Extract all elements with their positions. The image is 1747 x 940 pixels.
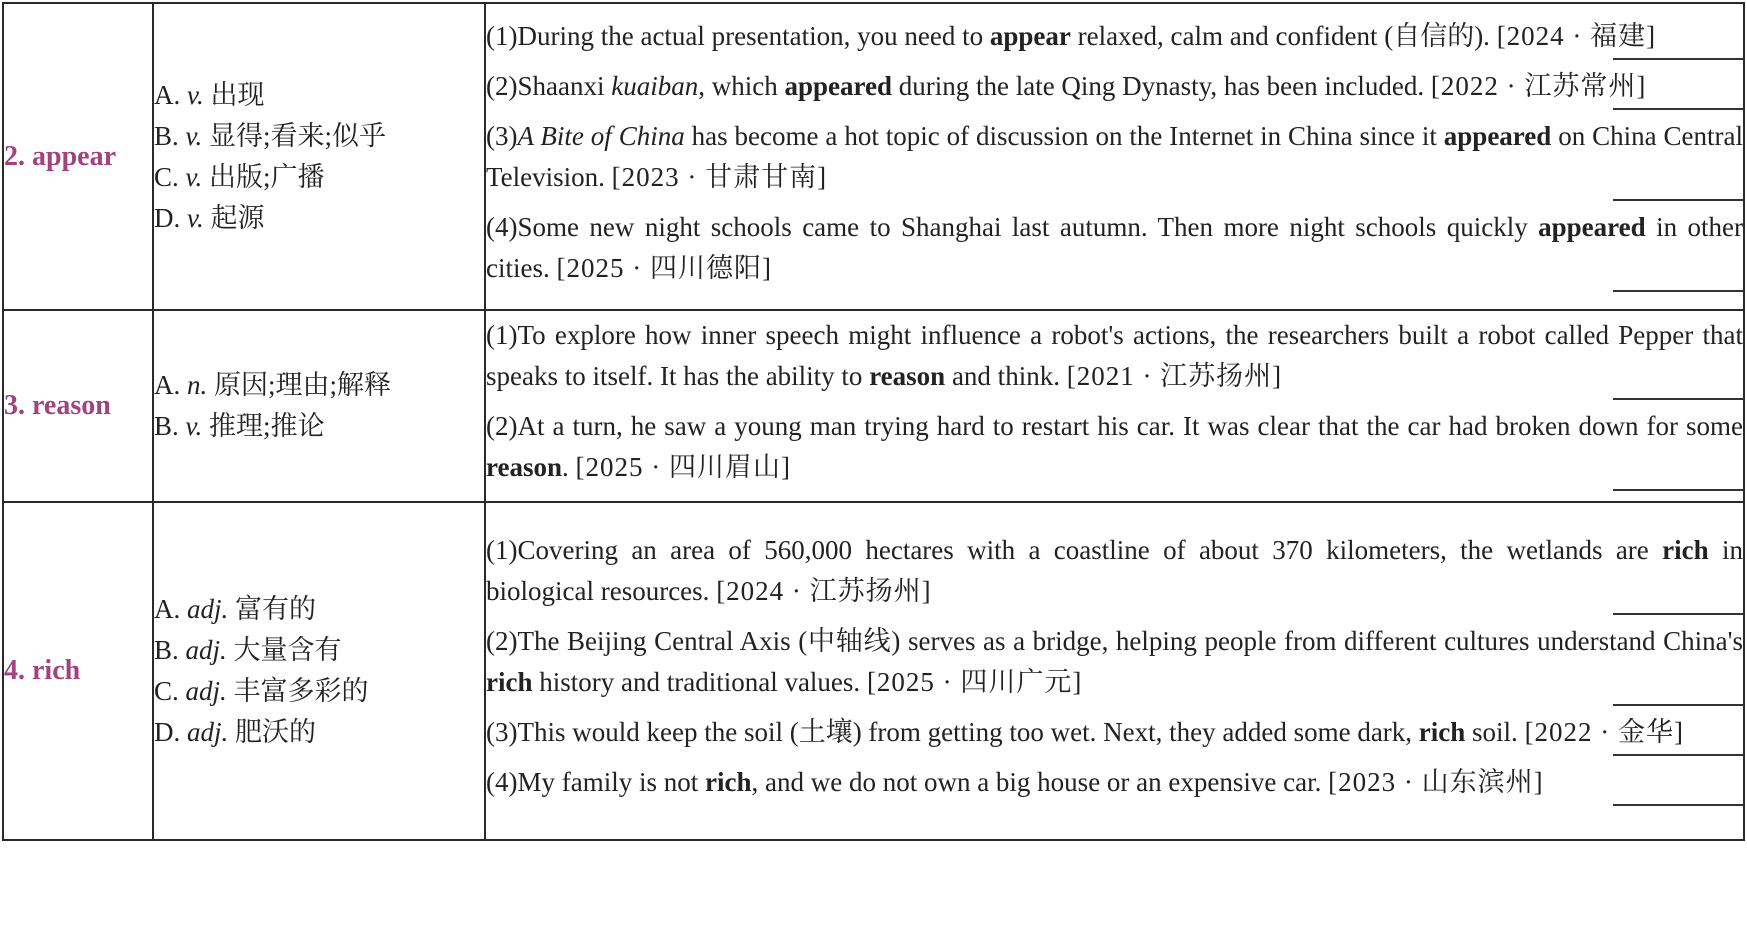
example-number: (2) (486, 70, 518, 101)
definition-item (154, 75, 484, 116)
vocabulary-table (2, 2, 1745, 841)
part-of-speech: adj. (187, 594, 229, 624)
example-number: (1) (486, 20, 518, 51)
keyword: rich (704, 767, 752, 797)
source-tag: [2022 · 江苏常州] (1430, 70, 1647, 101)
answer-blank[interactable] (1613, 754, 1743, 756)
example-list (485, 502, 1744, 840)
part-of-speech: adj. (187, 717, 229, 747)
definition-list (153, 502, 485, 840)
keyword: reason (486, 452, 563, 482)
keyword: appear (989, 20, 1071, 51)
keyword: appeared (1538, 211, 1646, 242)
answer-blank[interactable] (1613, 290, 1743, 292)
answer-blank[interactable] (1613, 199, 1743, 201)
answer-blank[interactable] (1613, 398, 1743, 400)
answer-blank[interactable] (1613, 489, 1743, 491)
example-sentence (486, 207, 1743, 298)
definition-item (154, 671, 484, 712)
definition-list (153, 310, 485, 502)
italic-term: A Bite of China (517, 120, 685, 151)
definition-item (154, 116, 484, 157)
definition-item (154, 365, 484, 406)
def-meaning: 推理;推论 (209, 411, 325, 441)
source-tag: [2023 · 甘肃甘南] (611, 161, 828, 192)
answer-blank[interactable] (1613, 108, 1743, 110)
text: and think. (945, 361, 1067, 391)
def-meaning: 大量含有 (233, 635, 342, 665)
part-of-speech: v. (185, 120, 203, 151)
text: This would keep the soil (土壤) from getting too wet. Next, they added some dark, (517, 717, 1419, 747)
text: history and traditional values. (532, 667, 867, 697)
example-sentence (486, 406, 1743, 497)
example-sentence (486, 16, 1743, 66)
text: in other cities. (486, 211, 1743, 283)
text: during the late Qing Dynasty, has been included. (891, 70, 1431, 101)
def-meaning: 丰富多彩的 (233, 676, 369, 706)
part-of-speech: n. (187, 370, 208, 400)
example-sentence (486, 315, 1743, 406)
text: At a turn, he saw a young man trying hard to restart his car. It was clear that the car had broken down for some (517, 411, 1743, 441)
def-meaning: 原因;理由;解释 (214, 370, 392, 400)
def-meaning: 显得;看来;似乎 (209, 120, 387, 151)
def-letter: A. (154, 79, 181, 110)
example-sentence (486, 530, 1743, 621)
keyword: appeared (784, 70, 892, 101)
source-tag: [2025 · 四川德阳] (556, 252, 772, 283)
example-number: (3) (486, 717, 518, 747)
source-tag: [2021 · 江苏扬州] (1066, 361, 1283, 391)
text: has become a hot topic of discussion on the Internet in China since it (684, 120, 1444, 151)
example-number: (2) (486, 626, 518, 656)
answer-blank[interactable] (1613, 613, 1743, 615)
text: . (562, 452, 576, 482)
definition-item (154, 406, 484, 447)
def-letter: A. (154, 594, 181, 624)
source-tag: [2023 · 山东滨州] (1328, 767, 1544, 797)
def-letter: B. (154, 411, 179, 441)
text: Shaanxi (517, 70, 612, 101)
text: Some new night schools came to Shanghai last autumn. Then more night schools quickly (517, 211, 1539, 242)
def-letter: B. (154, 635, 179, 665)
keyword: reason (869, 361, 946, 391)
answer-blank[interactable] (1613, 58, 1743, 60)
entry-word: 2. appear (3, 3, 153, 310)
def-letter: C. (154, 676, 179, 706)
example-sentence (486, 621, 1743, 712)
example-sentence (486, 712, 1743, 762)
definition-item (154, 198, 484, 239)
text: in biological resources. (486, 535, 1743, 606)
def-meaning: 肥沃的 (235, 717, 317, 747)
source-tag: [2022 · 金华] (1524, 717, 1685, 747)
def-meaning: 富有的 (235, 594, 317, 624)
text: To explore how inner speech might influence a robot's actions, the researchers built a robot called Pepper that speaks to itself. It has the ability to (486, 320, 1743, 391)
part-of-speech: v. (187, 79, 204, 110)
answer-blank[interactable] (1613, 804, 1743, 806)
text: relaxed, calm and confident (自信的). (1070, 20, 1497, 51)
keyword: appeared (1443, 120, 1552, 151)
source-tag: [2024 · 福建] (1496, 20, 1657, 51)
entry-word: 3. reason (3, 310, 153, 502)
example-list (485, 3, 1744, 310)
example-number: (4) (486, 211, 518, 242)
keyword: rich (486, 667, 533, 697)
text: My family is not (517, 767, 705, 797)
def-meaning: 出现 (210, 79, 265, 110)
example-number: (4) (486, 767, 518, 797)
entry-row (3, 502, 1744, 840)
keyword: rich (1418, 717, 1466, 747)
def-letter: C. (154, 161, 179, 192)
entry-word: 4. rich (3, 502, 153, 840)
example-sentence (486, 762, 1743, 812)
example-sentence (486, 116, 1743, 207)
part-of-speech: v. (187, 202, 204, 233)
definition-item (154, 589, 484, 630)
answer-blank[interactable] (1613, 704, 1743, 706)
entry-row (3, 3, 1744, 310)
text: The Beijing Central Axis (中轴线) serves as a bridge, helping people from different cultures understand China's (517, 626, 1743, 656)
source-tag: [2025 · 四川眉山] (575, 452, 791, 482)
definition-item (154, 630, 484, 671)
text: , and we do not own a big house or an expensive car. (751, 767, 1329, 797)
text: on China Central Television. (486, 120, 1744, 192)
def-letter: D. (154, 717, 181, 747)
definition-list (153, 3, 485, 310)
part-of-speech: v. (185, 411, 203, 441)
example-sentence (486, 66, 1743, 116)
text: Covering an area of 560,000 hectares with a coastline of about 370 kilometers, the wetlands are (517, 535, 1663, 565)
example-number: (2) (486, 411, 518, 441)
example-list (485, 310, 1744, 502)
def-letter: B. (154, 120, 179, 151)
source-tag: [2025 · 四川广元] (866, 667, 1083, 697)
def-meaning: 出版;广播 (209, 161, 325, 192)
part-of-speech: v. (185, 161, 203, 192)
text: , which (698, 70, 785, 101)
entry-row (3, 310, 1744, 502)
example-number: (1) (486, 535, 518, 565)
definition-item (154, 157, 484, 198)
text: soil. (1465, 717, 1525, 747)
def-meaning: 起源 (210, 202, 265, 233)
part-of-speech: adj. (185, 635, 227, 665)
def-letter: D. (154, 202, 181, 233)
text: During the actual presentation, you need to (517, 20, 990, 51)
example-number: (1) (486, 320, 518, 350)
definition-item (154, 712, 484, 753)
part-of-speech: adj. (185, 676, 227, 706)
italic-term: kuaiban (611, 70, 699, 101)
keyword: rich (1662, 535, 1709, 565)
example-number: (3) (486, 120, 518, 151)
source-tag: [2024 · 江苏扬州] (716, 576, 932, 606)
def-letter: A. (154, 370, 181, 400)
